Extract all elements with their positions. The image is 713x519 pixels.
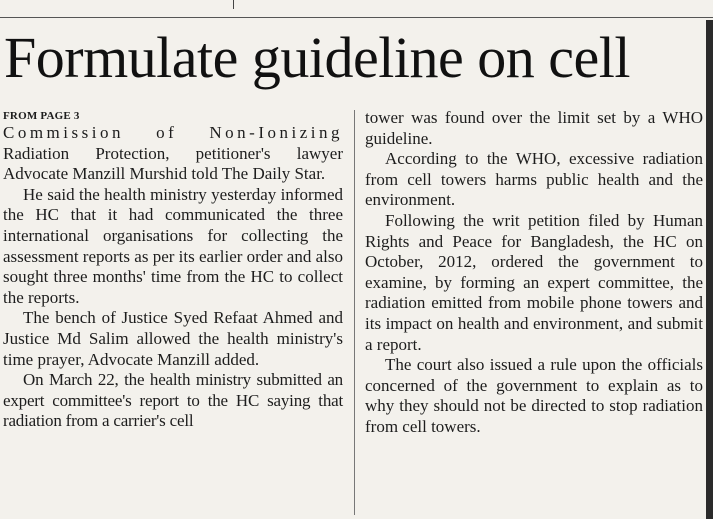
article-paragraph: According to the WHO, excessive radiation from cell towers harms public health and the environment. [365,149,703,210]
article-paragraph: On March 22, the health ministry submitted an expert committee's report to the HC saying that radiation from a carrier's cell [3,370,343,431]
article-paragraph [3,123,343,185]
column-rule-mark [233,0,234,9]
header-rule [0,17,713,18]
page-edge-shadow [706,20,713,519]
continuation-label: FROM PAGE 3 [3,110,80,122]
article-paragraph: The court also issued a rule upon the officials concerned of the government to explain as to why they should not be directed to stop radiation from cell towers. [365,355,703,436]
article-paragraph: Following the writ petition filed by Human Rights and Peace for Bangladesh, the HC on October, 2012, ordered the government to examine, by forming an expert committee, the radiation emitted from mobile phone towers and its impact on health and environment, and submit a report. [365,210,703,354]
article-column-right [365,108,703,438]
column-divider [354,110,355,515]
article-paragraph: He said the health ministry yesterday informed the HC that it had communicated the three international organisations for collecting the assessment reports as per its earlier order and also sought three months' time from the HC to collect the reports. [3,184,343,307]
article-headline: Formulate guideline on cell [4,25,630,90]
page-top-strip [0,0,713,10]
article-column-left [3,110,343,432]
paragraph-rest: Radiation Protection, petitioner's lawyer Advocate Manzill Murshid told The Daily Star. [3,143,343,184]
article-paragraph: The bench of Justice Syed Refaat Ahmed and Justice Md Salim allowed the health ministry's time prayer, Advocate Manzill added. [3,308,343,369]
article-paragraph: tower was found over the limit set by a WHO guideline. [365,108,703,148]
paragraph-lead: Commission of Non-Ionizing [3,123,343,142]
